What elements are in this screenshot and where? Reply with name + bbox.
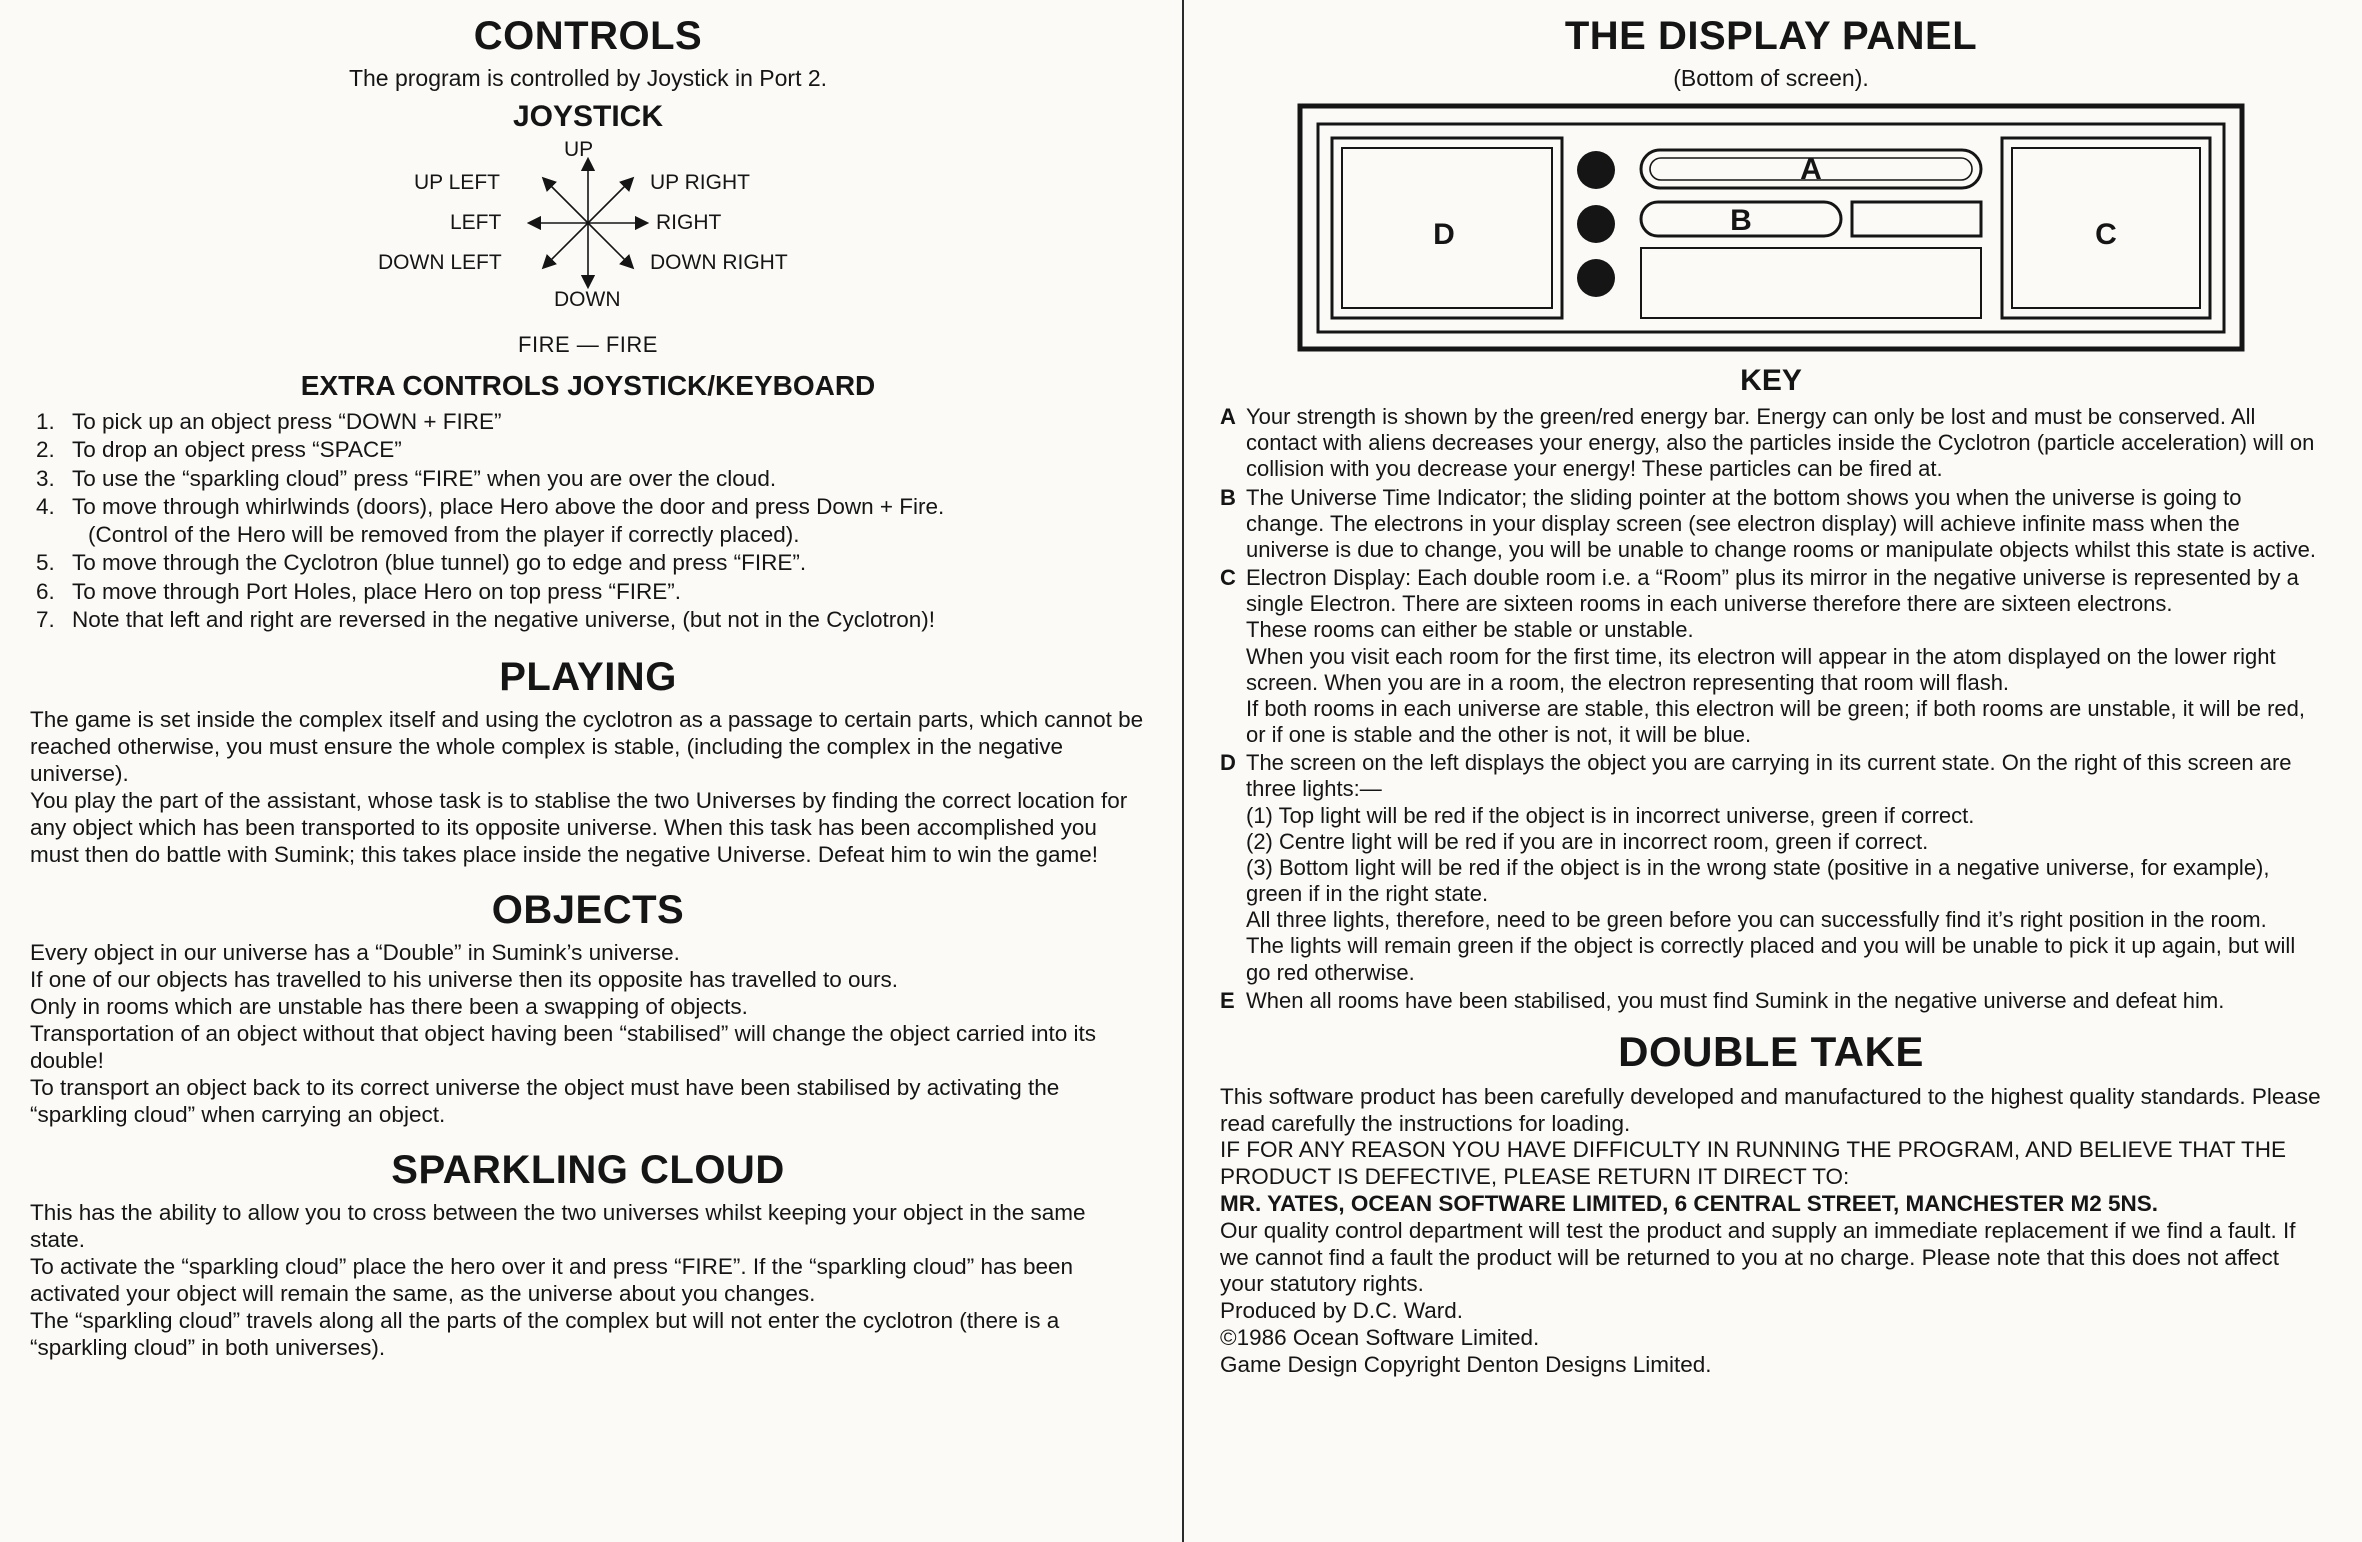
joystick-label-down: DOWN <box>554 288 621 311</box>
key-text-line: When you visit each room for the first time, its electron will appear in the atom displayed on the lower right screen. When you are in a room, the electron representing that room will flash. <box>1246 643 2276 695</box>
svg-text:C: C <box>2095 218 2117 251</box>
key-text-line: These rooms can either be stable or unstable. <box>1246 617 1694 643</box>
list-item-number: 7. <box>36 607 55 633</box>
list-item-text: To drop an object press “SPACE” <box>72 437 402 463</box>
key-item-d <box>1220 750 2322 986</box>
list-item-text: To move through Port Holes, place Hero on top press “FIRE”. <box>72 578 682 604</box>
list-item <box>30 408 1146 435</box>
dt-game-design: Game Design Copyright Denton Designs Limited. <box>1220 1351 1712 1377</box>
extra-controls-heading: EXTRA CONTROLS JOYSTICK/KEYBOARD <box>300 370 876 401</box>
list-item-number: 1. <box>36 409 55 434</box>
list-item-number: 5. <box>36 550 55 576</box>
joystick-diagram <box>378 138 798 328</box>
list-item-text: To pick up an object press “DOWN + FIRE” <box>72 409 502 434</box>
key-letter: A <box>1220 404 1236 429</box>
key-text-line: If both rooms in each universe are stable, this electron will be green; if both rooms are unstable, it will be red, or if one is stable and the other is not, it will be blue. <box>1246 695 2305 748</box>
list-item <box>30 549 1146 576</box>
cloud-paragraph-2: To activate the “sparkling cloud” place the hero over it and press “FIRE”. If the “sparkling cloud” has been activated your object will remain the same, as the universe about you changes. <box>30 1253 1074 1306</box>
joystick-label-right: RIGHT <box>656 211 722 234</box>
key-item-a <box>1220 404 2322 483</box>
svg-text:D: D <box>1433 218 1455 251</box>
key-text-line: The screen on the left displays the object you are carrying in its current state. On the right of this screen are three lights:— <box>1246 750 2292 802</box>
dt-copyright: ©1986 Ocean Software Limited. <box>1220 1324 1540 1350</box>
dt-paragraph-1: This software product has been carefully developed and manufactured to the highest quality standards. Please read carefully the instructions for loading. <box>1220 1083 2321 1136</box>
joystick-heading: JOYSTICK <box>512 100 664 133</box>
key-item-b <box>1220 485 2322 564</box>
page-title-controls: CONTROLS <box>473 14 703 58</box>
key-text-line: Electron Display: Each double room i.e. a “Room” plus its mirror in the negative universe is represented by a single Electron. There are sixteen rooms in each universe therefore there are sixteen electrons. <box>1246 565 2299 617</box>
key-text-line: The Universe Time Indicator; the sliding pointer at the bottom shows you when the universe is going to change. The electrons in your display screen (see electron display) will achieve infinite mass when the universe is due to change, you will be unable to change rooms or manipulate objects whilst this state is active. <box>1246 484 2317 562</box>
display-panel-svg <box>1296 102 2246 357</box>
list-item-text: To use the “sparkling cloud” press “FIRE” when you are over the cloud. <box>72 465 777 491</box>
list-item <box>30 578 1146 605</box>
joystick-fire-label: FIRE — FIRE <box>518 332 658 357</box>
key-letter: E <box>1220 987 1235 1013</box>
svg-text:B: B <box>1730 204 1752 237</box>
key-item-c <box>1220 565 2322 748</box>
playing-paragraph-2: You play the part of the assistant, whose task is to stablise the two Universes by finding the correct location for any object which has been transported to its opposite universe. When this task has been accomplished you must then do battle with Sumink; this takes place inside the negative Universe. Defeat him to win the game! <box>30 787 1128 867</box>
joystick-label-up-left: UP LEFT <box>414 171 500 194</box>
key-letter: B <box>1220 484 1236 510</box>
list-item <box>30 606 1146 633</box>
list-item-number: 6. <box>36 578 55 604</box>
joystick-label-up-right: UP RIGHT <box>650 171 750 194</box>
list-item-text: To move through whirlwinds (doors), place Hero above the door and press Down + Fire. <box>72 494 945 520</box>
heading-objects: OBJECTS <box>491 887 685 932</box>
list-item-number: 4. <box>36 494 55 520</box>
joystick-label-up: UP <box>564 138 594 161</box>
objects-paragraph-4: Transportation of an object without that object having been “stabilised” will change the object carried into its double! <box>30 1020 1097 1073</box>
key-text-line: (3) Bottom light will be red if the object is in the wrong state (positive in a negative universe, for example), green if in the right state. <box>1246 854 2270 907</box>
dt-paragraph-2: IF FOR ANY REASON YOU HAVE DIFFICULTY IN RUNNING THE PROGRAM, AND BELIEVE THAT THE PRODUCT IS DEFECTIVE, PLEASE RETURN IT DIRECT TO: <box>1220 1137 2287 1190</box>
heading-double-take: DOUBLE TAKE <box>1618 1027 1924 1075</box>
list-item <box>30 493 1146 548</box>
key-letter: D <box>1220 750 1236 776</box>
controls-intro: The program is controlled by Joystick in Port 2. <box>348 65 828 91</box>
dt-address: MR. YATES, OCEAN SOFTWARE LIMITED, 6 CENTRAL STREET, MANCHESTER M2 5NS. <box>1220 1191 2159 1217</box>
key-text-line: When all rooms have been stabilised, you must find Sumink in the negative universe and defeat him. <box>1246 987 2225 1013</box>
heading-playing: PLAYING <box>499 654 677 699</box>
joystick-label-down-right: DOWN RIGHT <box>650 251 788 274</box>
heading-key: KEY <box>1740 364 1802 397</box>
key-letter: C <box>1220 565 1236 591</box>
cloud-paragraph-3: The “sparkling cloud” travels along all the parts of the complex but will not enter the cyclotron (there is a “sparkling cloud” in both universes). <box>30 1307 1060 1360</box>
playing-paragraph-1: The game is set inside the complex itself and using the cyclotron as a passage to certain parts, which cannot be reached otherwise, you must ensure the whole complex is stable, (including the complex in the negative universe). <box>30 706 1144 786</box>
list-item-text: Note that left and right are reversed in the negative universe, (but not in the Cyclotron)! <box>72 607 935 633</box>
joystick-label-down-left: DOWN LEFT <box>378 251 502 274</box>
list-item-continuation: (Control of the Hero will be removed from the player if correctly placed). <box>88 521 800 547</box>
svg-text:A: A <box>1800 153 1822 186</box>
list-item-text: To move through the Cyclotron (blue tunnel) go to edge and press “FIRE”. <box>72 550 807 576</box>
dt-produced-by: Produced by D.C. Ward. <box>1220 1298 1464 1324</box>
extra-controls-list <box>30 408 1146 634</box>
list-item <box>30 436 1146 463</box>
objects-paragraph-1: Every object in our universe has a “Double” in Sumink’s universe. <box>30 939 680 965</box>
list-item <box>30 465 1146 492</box>
right-column <box>1184 0 2362 1542</box>
list-item-number: 2. <box>36 437 55 463</box>
cloud-paragraph-1: This has the ability to allow you to cross between the two universes whilst keeping your object in the same state. <box>30 1199 1086 1252</box>
dt-paragraph-3: Our quality control department will test the product and supply an immediate replacement if we find a fault. If we cannot find a fault the product will be returned to you at no charge. Please note that this does not affect your statutory rights. <box>1220 1217 2296 1297</box>
objects-paragraph-5: To transport an object back to its correct universe the object must have been stabilised by activating the “sparkling cloud” when carrying an object. <box>30 1074 1060 1127</box>
key-text-line: The lights will remain green if the object is correctly placed and you will be unable to pick it up again, but will go red otherwise. <box>1246 933 2296 985</box>
key-text-line: All three lights, therefore, need to be green before you can successfully find it’s right position in the room. <box>1246 907 2267 933</box>
heading-display-panel: THE DISPLAY PANEL <box>1564 14 1978 58</box>
key-list <box>1220 404 2322 1014</box>
display-panel-subtitle: (Bottom of screen). <box>1673 65 1869 91</box>
objects-paragraph-3: Only in rooms which are unstable has there been a swapping of objects. <box>30 993 748 1019</box>
joystick-label-left: LEFT <box>450 211 502 234</box>
list-item-number: 3. <box>36 465 55 491</box>
double-take-section <box>1220 1084 2322 1378</box>
key-text-line: Your strength is shown by the green/red energy bar. Energy can only be lost and must be conserved. All contact with aliens decreases your energy, also the particles inside the Cyclotron (particle acceleration) will on collision with you decrease your energy! These particles can be fired at. <box>1246 404 2315 482</box>
key-text-line: (1) Top light will be red if the object is in incorrect universe, green if correct. <box>1246 802 1975 828</box>
heading-sparkling-cloud: SPARKLING CLOUD <box>391 1147 785 1192</box>
key-text-line: (2) Centre light will be red if you are in incorrect room, green if correct. <box>1246 828 1929 854</box>
objects-paragraph-2: If one of our objects has travelled to his universe then its opposite has travelled to ours. <box>30 966 898 992</box>
key-item-e <box>1220 988 2322 1014</box>
display-panel-diagram <box>1296 102 2246 362</box>
